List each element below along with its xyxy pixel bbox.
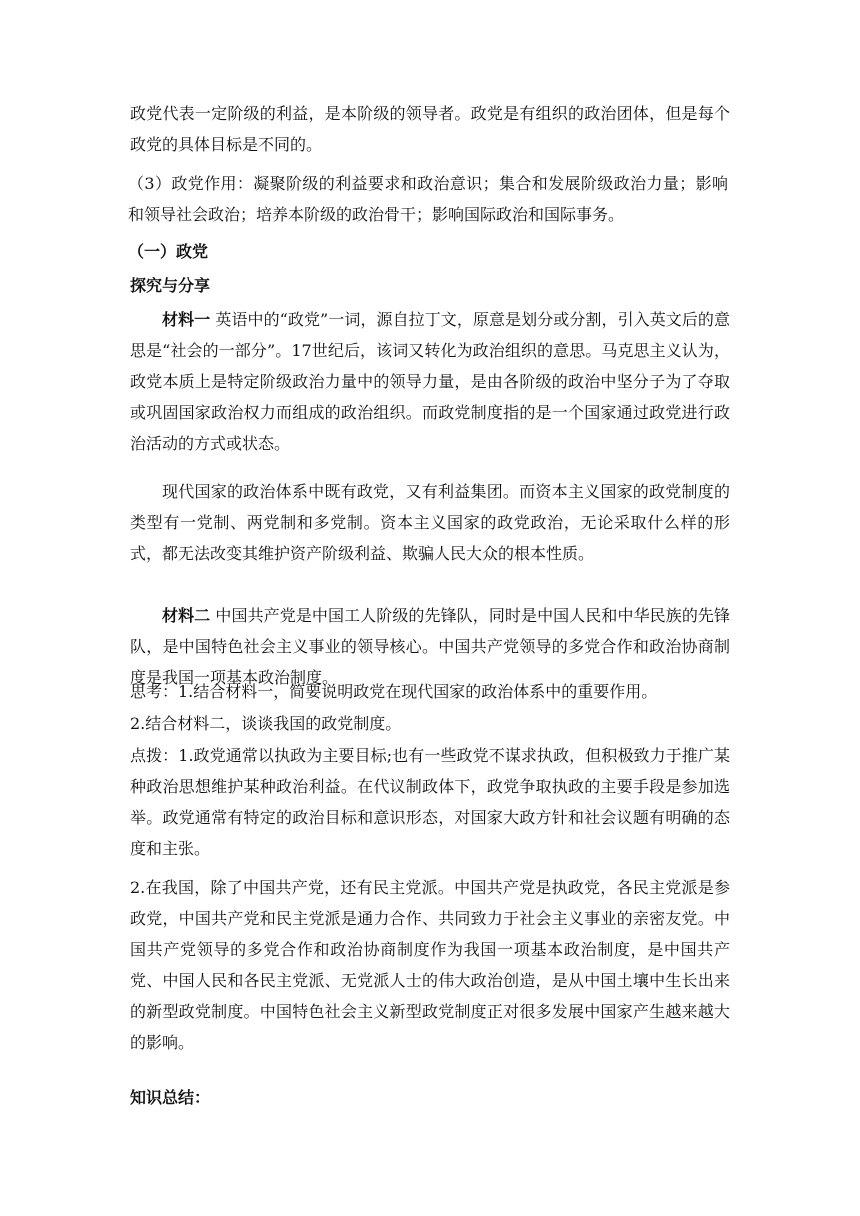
paragraph-party-definition: 政党代表一定阶级的利益，是本阶级的领导者。政党是有组织的政治团体，但是每个政党的具体目标是不同的。 xyxy=(130,104,730,154)
material-two-label: 材料二 xyxy=(162,606,211,625)
material-two-text: 中国共产党是中国工人阶级的先锋队，同时是中国人民和中华民族的先锋队，是中国特色社会主义事业的领导核心。中国共产党领导的多党合作和政治协商制度是我国一项基本政治制度。 xyxy=(130,606,730,687)
material-one-label: 材料一 xyxy=(162,310,211,329)
think-question-one: 思考：1.结合材料一，简要说明政党在现代国家的政治体系中的重要作用。 xyxy=(130,682,658,701)
summary-heading: 知识总结： xyxy=(130,1088,211,1107)
paragraph-party-role: （3）政党作用：凝聚阶级的利益要求和政治意识；集合和发展阶级政治力量；影响和领导社会政治；培养本阶级的政治骨干；影响国际政治和国际事务。 xyxy=(128,174,728,224)
explore-share-heading: 探究与分享 xyxy=(130,276,211,295)
section-heading-party: （一）政党 xyxy=(128,242,209,261)
hint-answer-two: 2.在我国，除了中国共产党，还有民主党派。中国共产党是执政党，各民主党派是参政党，中国共产党和民主党派是通力合作、共同致力于社会主义事业的亲密友党。中国共产党领导的多党合作和政治协商制度作为我国一项基本政治制度，是中国共产党、中国人民和各民主党派、无党派人士的伟大政治创造，是从中国土壤中生长出来的新型政党制度。中国特色社会主义新型政党制度正对很多发展中国家产生越来越大的影响。 xyxy=(130,878,730,1052)
think-question-two: 2.结合材料二，谈谈我国的政党制度。 xyxy=(130,714,402,733)
material-one-text: 英语中的“政党”一词，源自拉丁文，原意是划分或分割，引入英文后的意思是“社会的一部分”。17世纪后，该词又转化为政治组织的意思。马克思主义认为，政党本质上是特定阶级政治力量中的领导力量，是由各阶级的政治中坚分子为了夺取或巩固国家政治权力而组成的政治组织。而政党制度指的是一个国家通过政党进行政治活动的方式或状态。 xyxy=(130,310,730,453)
hint-answer-one: 点拨：1.政党通常以执政为主要目标;也有一些政党不谋求执政，但积极致力于推广某种政治思想维护某种政治利益。在代议制政体下，政党争取执政的主要手段是参加选举。政党通常有特定的政治目标和意识形态，对国家大政方针和社会议题有明确的态度和主张。 xyxy=(130,746,730,858)
material-one-continuation: 现代国家的政治体系中既有政党，又有利益集团。而资本主义国家的政党制度的类型有一党制、两党制和多党制。资本主义国家的政党政治，无论采取什么样的形式，都无法改变其维护资产阶级利益、欺骗人民大众的根本性质。 xyxy=(130,482,730,563)
material-one-paragraph xyxy=(130,304,730,459)
